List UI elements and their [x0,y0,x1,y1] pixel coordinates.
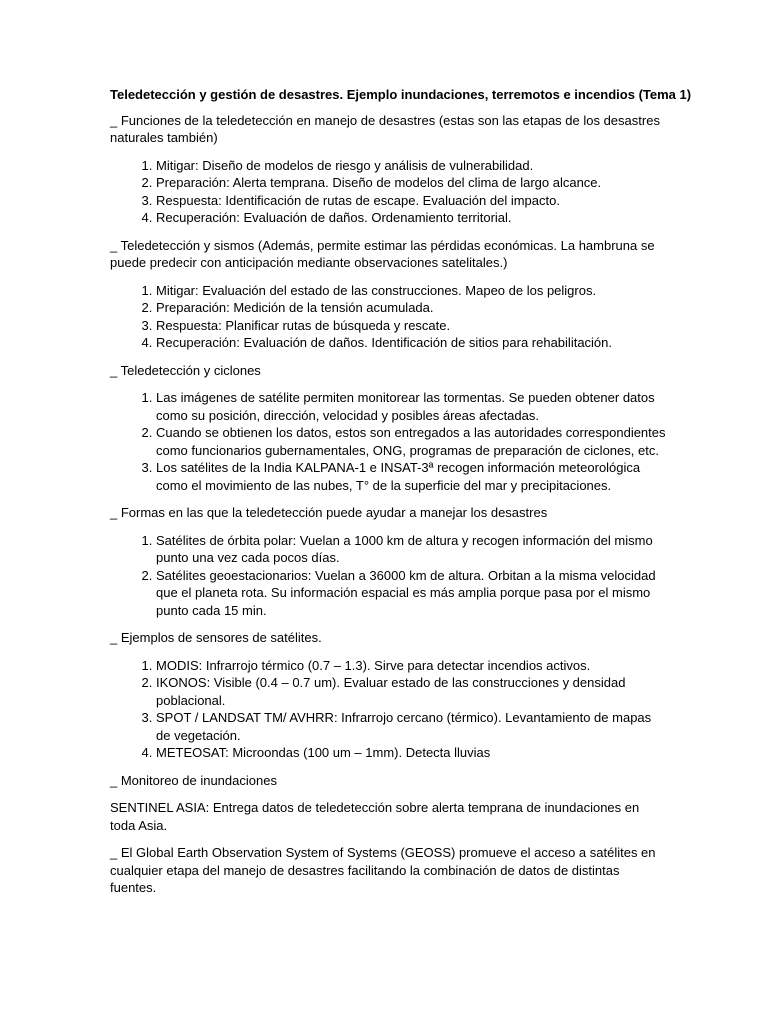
section-heading-functions: _ Funciones de la teledetección en manejo de desastres (estas son las etapas de los desastres naturales también) [110,112,660,145]
list-item: 2. Satélites geoestacionarios: Vuelan a 36000 km de altura. Orbitan a la misma velocidad que el planeta rota. Su información espacial es más amplia porque pasa por el mismo punto cada 15 min. [156,567,668,620]
list-item: 2. Preparación: Alerta temprana. Diseño de modelos del clima de largo alcance. [156,174,668,192]
list-functions [110,157,668,227]
list-item: 4. METEOSAT: Microondas (100 um – 1mm). Detecta lluvias [156,744,668,762]
section-heading-sensors: _ Ejemplos de sensores de satélites. [110,630,322,645]
list-item: 1. Mitigar: Evaluación del estado de las construcciones. Mapeo de los peligros. [156,282,668,300]
list-item: 1. MODIS: Infrarrojo térmico (0.7 – 1.3). Sirve para detectar incendios activos. [156,657,668,675]
list-item: 3. Respuesta: Identificación de rutas de escape. Evaluación del impacto. [156,192,668,210]
list-earthquakes [110,282,668,352]
list-item: 2. Preparación: Medición de la tensión acumulada. [156,299,668,317]
sentinel-paragraph: SENTINEL ASIA: Entrega datos de teledetección sobre alerta temprana de inundaciones en toda Asia. [110,800,640,833]
list-item: 4. Recuperación: Evaluación de daños. Identificación de sitios para rehabilitación. [156,334,668,352]
list-item: 3. Respuesta: Planificar rutas de búsqueda y rescate. [156,317,668,335]
list-forms [110,532,668,620]
list-item: 2. IKONOS: Visible (0.4 – 0.7 um). Evaluar estado de las construcciones y densidad poblacional. [156,674,668,709]
list-item: 1. Satélites de órbita polar: Vuelan a 1000 km de altura y recogen información del mismo punto una vez cada pocos días. [156,532,668,567]
list-sensors [110,657,668,762]
list-item: 1. Mitigar: Diseño de modelos de riesgo y análisis de vulnerabilidad. [156,157,668,175]
list-item: 3. SPOT / LANDSAT TM/ AVHRR: Infrarrojo cercano (térmico). Levantamiento de mapas de vegetación. [156,709,668,744]
document-title: Teledetección y gestión de desastres. Ejemplo inundaciones, terremotos e incendios (Tema 1) [110,87,692,102]
list-item: 2. Cuando se obtienen los datos, estos son entregados a las autoridades correspondientes como funcionarios gubernamentales, ONG, programas de preparación de ciclones, etc. [156,424,668,459]
section-heading-floods: _ Monitoreo de inundaciones [110,772,277,788]
list-item: 3. Los satélites de la India KALPANA-1 e INSAT-3ª recogen información meteorológica como el movimiento de las nubes, T° de la superficie del mar y precipitaciones. [156,459,668,494]
section-heading-cyclones: _ Teledetección y ciclones [110,362,261,378]
geoss-paragraph: _ El Global Earth Observation System of Systems (GEOSS) promueve el acceso a satélites en cualquier etapa del manejo de desastres facilitando la combinación de datos de distintas fuentes. [110,845,656,895]
section-heading-earthquakes: _ Teledetección y sismos (Además, permite estimar las pérdidas económicas. La hambruna se puede predecir con anticipación mediante observaciones satelitales.) [110,237,655,270]
list-item: 1. Las imágenes de satélite permiten monitorear las tormentas. Se pueden obtener datos como su posición, dirección, velocidad y posibles áreas afectadas. [156,389,668,424]
section-heading-forms: _ Formas en las que la teledetección puede ayudar a manejar los desastres [110,505,548,520]
list-item: 4. Recuperación: Evaluación de daños. Ordenamiento territorial. [156,209,668,227]
list-cyclones [110,389,668,494]
